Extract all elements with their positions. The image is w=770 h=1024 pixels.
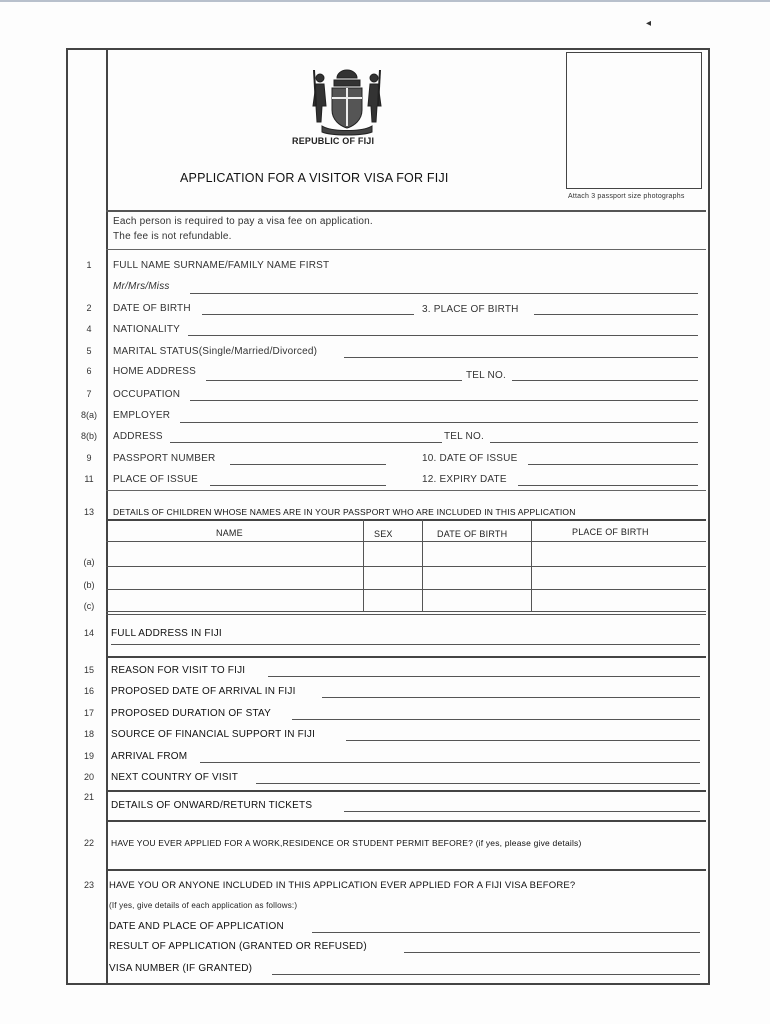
tel-label: TEL NO. bbox=[444, 431, 484, 442]
children-heading: DETAILS OF CHILDREN WHOSE NAMES ARE IN YOUR PASSPORT WHO ARE INCLUDED IN THIS APPLICATION bbox=[113, 507, 576, 517]
item-number: 13 bbox=[83, 507, 94, 517]
section-rule bbox=[106, 820, 706, 822]
address-field[interactable] bbox=[170, 428, 442, 443]
arrival-date-label: PROPOSED DATE OF ARRIVAL IN FIJI bbox=[111, 686, 296, 697]
form-title: APPLICATION FOR A VISITOR VISA FOR FIJI bbox=[180, 171, 449, 185]
employer-tel-field[interactable] bbox=[490, 428, 698, 443]
section-rule bbox=[106, 490, 706, 491]
section-rule bbox=[106, 656, 706, 658]
next-country-label: NEXT COUNTRY OF VISIT bbox=[111, 772, 238, 783]
nationality-label: NATIONALITY bbox=[113, 324, 181, 335]
full-name-field[interactable] bbox=[190, 279, 698, 294]
duration-field[interactable] bbox=[292, 705, 700, 720]
photo-note: Attach 3 passport size photographs bbox=[568, 193, 685, 200]
row-rule bbox=[106, 589, 706, 590]
section-rule bbox=[106, 790, 706, 792]
row-label: (b) bbox=[83, 580, 95, 590]
passport-number-label: PASSPORT NUMBER bbox=[113, 453, 216, 464]
col-header-name: NAME bbox=[216, 528, 243, 538]
intro-top-rule bbox=[106, 210, 706, 212]
arrival-from-field[interactable] bbox=[200, 748, 700, 763]
item-number: 16 bbox=[83, 686, 94, 696]
full-name-label: FULL NAME SURNAME/FAMILY NAME FIRST bbox=[113, 260, 330, 271]
home-tel-field[interactable] bbox=[512, 366, 698, 381]
reason-label: REASON FOR VISIT TO FIJI bbox=[111, 665, 246, 676]
col-header-sex: SEX bbox=[374, 529, 393, 539]
next-country-field[interactable] bbox=[256, 769, 700, 784]
home-address-field[interactable] bbox=[206, 366, 462, 381]
occupation-field[interactable] bbox=[190, 386, 698, 401]
tickets-field[interactable] bbox=[344, 797, 700, 812]
duration-label: PROPOSED DURATION OF STAY bbox=[111, 708, 272, 719]
app-result-field[interactable] bbox=[404, 938, 700, 953]
item-number: 8(b) bbox=[80, 431, 97, 441]
fiji-coat-of-arms bbox=[308, 66, 386, 136]
col-header-pob: PLACE OF BIRTH bbox=[572, 527, 649, 537]
photo-box[interactable] bbox=[566, 52, 702, 189]
app-date-place-label: DATE AND PLACE OF APPLICATION bbox=[109, 921, 284, 932]
item-number: 1 bbox=[86, 260, 92, 270]
child-row-b[interactable] bbox=[108, 568, 704, 588]
reason-field[interactable] bbox=[268, 662, 700, 677]
item-number: 4 bbox=[86, 324, 92, 334]
prior-visa-note: (If yes, give details of each application as follows:) bbox=[109, 901, 298, 910]
date-of-issue-label: 10. DATE OF ISSUE bbox=[422, 453, 518, 464]
address-label: ADDRESS bbox=[113, 431, 163, 442]
passport-number-field[interactable] bbox=[230, 450, 386, 465]
marital-status-label: MARITAL STATUS(Single/Married/Divorced) bbox=[113, 346, 318, 357]
country-name: REPUBLIC OF FIJI bbox=[292, 136, 375, 146]
section-rule bbox=[106, 614, 706, 615]
item-number: 23 bbox=[83, 880, 94, 890]
fiji-address-label: FULL ADDRESS IN FIJI bbox=[111, 628, 222, 639]
place-of-issue-label: PLACE OF ISSUE bbox=[113, 474, 199, 485]
support-label: SOURCE OF FINANCIAL SUPPORT IN FIJI bbox=[111, 729, 316, 740]
item-number: 19 bbox=[83, 751, 94, 761]
expiry-date-label: 12. EXPIRY DATE bbox=[422, 474, 507, 485]
marital-status-field[interactable] bbox=[344, 343, 698, 358]
item-number: 5 bbox=[86, 346, 92, 356]
occupation-label: OCCUPATION bbox=[113, 389, 181, 400]
number-column-divider bbox=[106, 48, 108, 983]
corner-mark: ◂ bbox=[646, 18, 652, 29]
item-number: 6 bbox=[86, 366, 92, 376]
item-number: 17 bbox=[83, 708, 94, 718]
dob-label: DATE OF BIRTH bbox=[113, 303, 191, 314]
permit-question: HAVE YOU EVER APPLIED FOR A WORK,RESIDENCE OR STUDENT PERMIT BEFORE? (if yes, please give details) bbox=[111, 838, 582, 848]
children-table bbox=[106, 519, 706, 612]
place-of-birth-field[interactable] bbox=[534, 300, 698, 315]
item-number: 7 bbox=[86, 389, 92, 399]
dob-field[interactable] bbox=[202, 300, 414, 315]
visa-number-field[interactable] bbox=[272, 960, 700, 975]
expiry-date-field[interactable] bbox=[518, 471, 698, 486]
section-rule bbox=[106, 869, 706, 871]
item-number: 21 bbox=[83, 792, 94, 802]
child-row-c[interactable] bbox=[108, 591, 704, 610]
intro-line-2: The fee is not refundable. bbox=[113, 231, 232, 242]
employer-field[interactable] bbox=[180, 408, 698, 423]
item-number: 2 bbox=[86, 303, 92, 313]
row-rule bbox=[106, 611, 706, 612]
home-address-label: HOME ADDRESS bbox=[113, 366, 196, 377]
arrival-date-field[interactable] bbox=[322, 683, 700, 698]
item-number: 9 bbox=[86, 453, 92, 463]
item-number: 14 bbox=[83, 628, 94, 638]
item-number: 15 bbox=[83, 665, 94, 675]
date-of-issue-field[interactable] bbox=[528, 450, 698, 465]
item-number: 20 bbox=[83, 772, 94, 782]
nationality-field[interactable] bbox=[188, 321, 698, 336]
visa-number-label: VISA NUMBER (IF GRANTED) bbox=[109, 963, 253, 974]
child-row-a[interactable] bbox=[108, 543, 704, 565]
app-result-label: RESULT OF APPLICATION (GRANTED OR REFUSED) bbox=[109, 941, 367, 952]
header-row-rule bbox=[106, 541, 706, 542]
item-number: 22 bbox=[83, 838, 94, 848]
intro-line-1: Each person is required to pay a visa fee on application. bbox=[113, 216, 373, 227]
prior-visa-question: HAVE YOU OR ANYONE INCLUDED IN THIS APPLICATION EVER APPLIED FOR A FIJI VISA BEFORE? bbox=[109, 880, 576, 891]
row-rule bbox=[106, 566, 706, 567]
permit-details-field[interactable] bbox=[108, 852, 704, 866]
fiji-address-field[interactable] bbox=[111, 630, 700, 645]
scan-top-edge bbox=[0, 0, 770, 2]
place-of-birth-label: 3. PLACE OF BIRTH bbox=[422, 304, 519, 315]
tel-label: TEL NO. bbox=[466, 370, 506, 381]
app-date-place-field[interactable] bbox=[312, 918, 700, 933]
arrival-from-label: ARRIVAL FROM bbox=[111, 751, 188, 762]
item-number: 18 bbox=[83, 729, 94, 739]
title-options-label: Mr/Mrs/Miss bbox=[113, 281, 170, 292]
intro-bottom-rule bbox=[106, 249, 706, 250]
tickets-label: DETAILS OF ONWARD/RETURN TICKETS bbox=[111, 800, 313, 811]
support-field[interactable] bbox=[346, 726, 700, 741]
row-label: (a) bbox=[83, 557, 95, 567]
item-number: 11 bbox=[84, 474, 94, 484]
place-of-issue-field[interactable] bbox=[210, 471, 386, 486]
item-number: 8(a) bbox=[80, 410, 97, 420]
col-header-dob: DATE OF BIRTH bbox=[437, 529, 508, 539]
row-label: (c) bbox=[83, 601, 95, 611]
employer-label: EMPLOYER bbox=[113, 410, 171, 421]
